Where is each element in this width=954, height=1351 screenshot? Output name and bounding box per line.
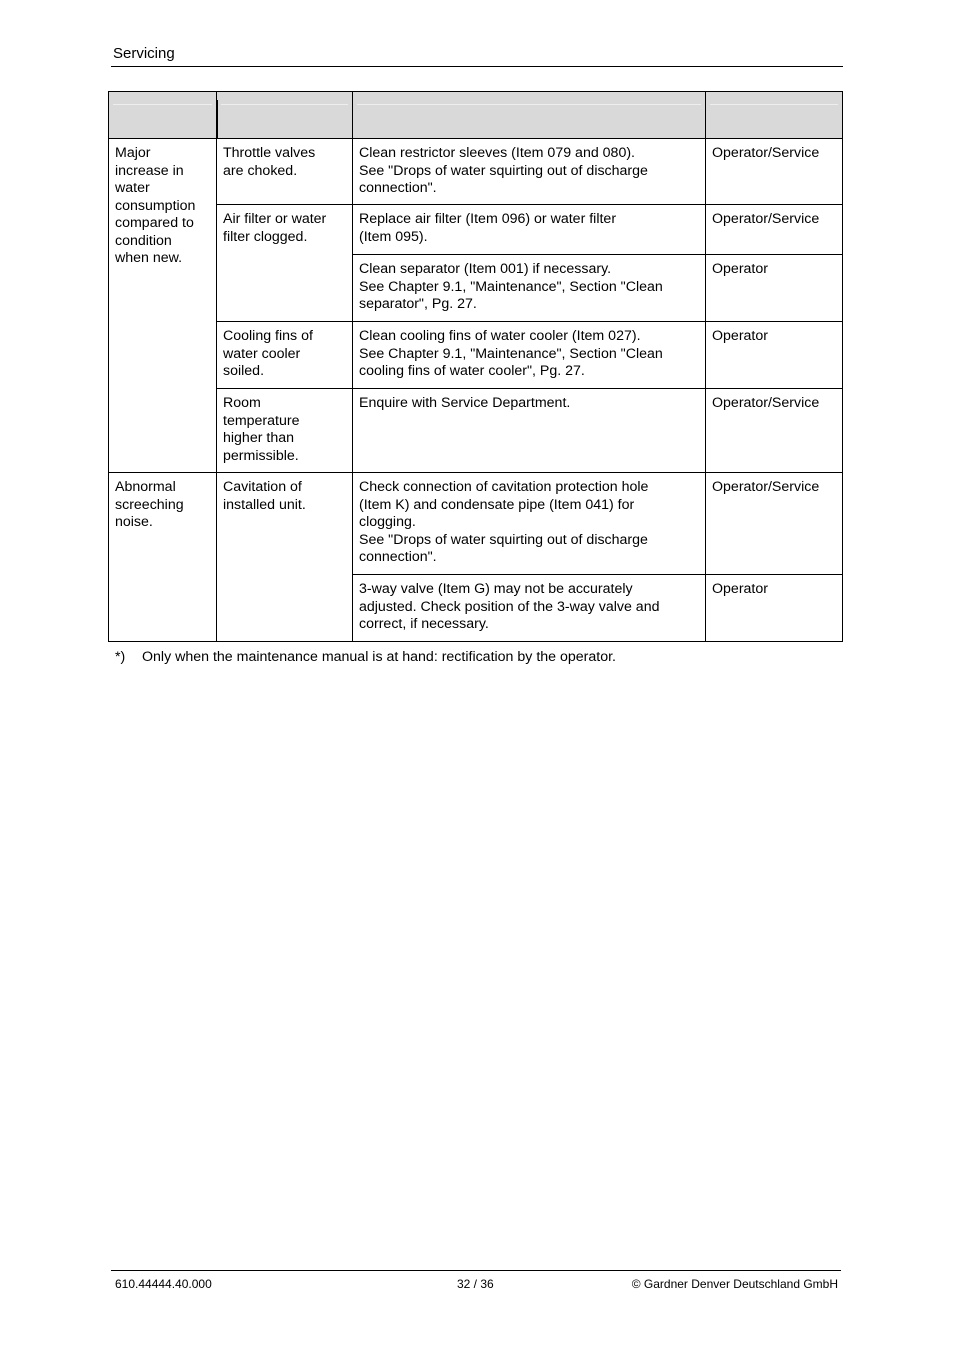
remedy-text: Enquire with Service Department. <box>359 395 571 411</box>
by-text: Operator <box>712 581 768 597</box>
by-text: Operator <box>712 328 768 344</box>
by-text: Operator <box>712 261 768 277</box>
remedy-text: Check connection of cavitation protection hole (Item K) and condensate pipe (Item 041) for clogging. See "Drops of water squirting out of discharge connection". <box>359 479 649 565</box>
cause-cell <box>217 322 353 389</box>
fault-cell <box>109 139 217 473</box>
by-cell <box>706 322 843 389</box>
header-cell-by <box>706 92 843 139</box>
by-text: Operator/Service <box>712 479 820 495</box>
by-cell <box>706 473 843 575</box>
by-cell <box>706 139 843 205</box>
cause-text: Room temperature higher than permissible. <box>223 395 300 464</box>
table-row <box>109 473 843 575</box>
by-cell <box>706 205 843 255</box>
remedy-cell <box>353 322 706 389</box>
by-text: Operator/Service <box>712 145 820 161</box>
remedy-text: Clean restrictor sleeves (Item 079 and 080). See "Drops of water squirting out of discharge connection". <box>359 145 648 196</box>
cause-text: Cavitation of installed unit. <box>223 479 306 513</box>
page-header-title: Servicing <box>113 45 175 62</box>
cause-cell <box>217 473 353 642</box>
remedy-cell <box>353 255 706 322</box>
remedy-text: Clean separator (Item 001) if necessary. See Chapter 9.1, "Maintenance", Section "Clean separator", Pg. 27. <box>359 261 663 312</box>
remedy-cell <box>353 389 706 473</box>
table-row <box>109 389 843 473</box>
footer-doc-number: 610.44444.40.000 <box>115 1277 212 1291</box>
footer-page-number: 32 / 36 <box>457 1277 494 1291</box>
header-cell-cause <box>217 92 353 139</box>
fault-text: Major increase in water consumption compared to condition when new. <box>115 145 196 266</box>
footer-rule <box>111 1270 841 1271</box>
by-text: Operator/Service <box>712 211 820 227</box>
table-header-row <box>109 92 843 139</box>
by-cell <box>706 575 843 642</box>
footnote <box>115 649 616 665</box>
remedy-text: Replace air filter (Item 096) or water filter (Item 095). <box>359 211 617 245</box>
remedy-text: Clean cooling fins of water cooler (Item 027). See Chapter 9.1, "Maintenance", Section "Clean cooling fins of water cooler", Pg. 27. <box>359 328 663 379</box>
troubleshooting-table <box>108 91 843 642</box>
cause-cell <box>217 139 353 205</box>
cause-text: Throttle valves are choked. <box>223 145 316 179</box>
cause-text: Cooling fins of water cooler soiled. <box>223 328 313 379</box>
by-cell <box>706 255 843 322</box>
fault-cell <box>109 473 217 642</box>
footer-copyright: © Gardner Denver Deutschland GmbH <box>631 1277 838 1291</box>
table-row <box>109 322 843 389</box>
remedy-cell <box>353 139 706 205</box>
cause-cell <box>217 389 353 473</box>
table-row <box>109 205 843 255</box>
header-rule <box>111 66 843 67</box>
header-cell-remedy <box>353 92 706 139</box>
fault-text: Abnormal screeching noise. <box>115 479 184 530</box>
table-row <box>109 139 843 205</box>
by-text: Operator/Service <box>712 395 820 411</box>
remedy-cell <box>353 473 706 575</box>
remedy-text: 3-way valve (Item G) may not be accurately adjusted. Check position of the 3-way valve and correct, if necessary. <box>359 581 660 632</box>
remedy-cell <box>353 575 706 642</box>
cause-text: Air filter or water filter clogged. <box>223 211 327 245</box>
cause-cell <box>217 205 353 322</box>
footnote-text: Only when the maintenance manual is at hand: rectification by the operator. <box>142 649 616 665</box>
footnote-mark: *) <box>115 649 126 665</box>
header-cell-fault <box>109 92 217 139</box>
remedy-cell <box>353 205 706 255</box>
by-cell <box>706 389 843 473</box>
